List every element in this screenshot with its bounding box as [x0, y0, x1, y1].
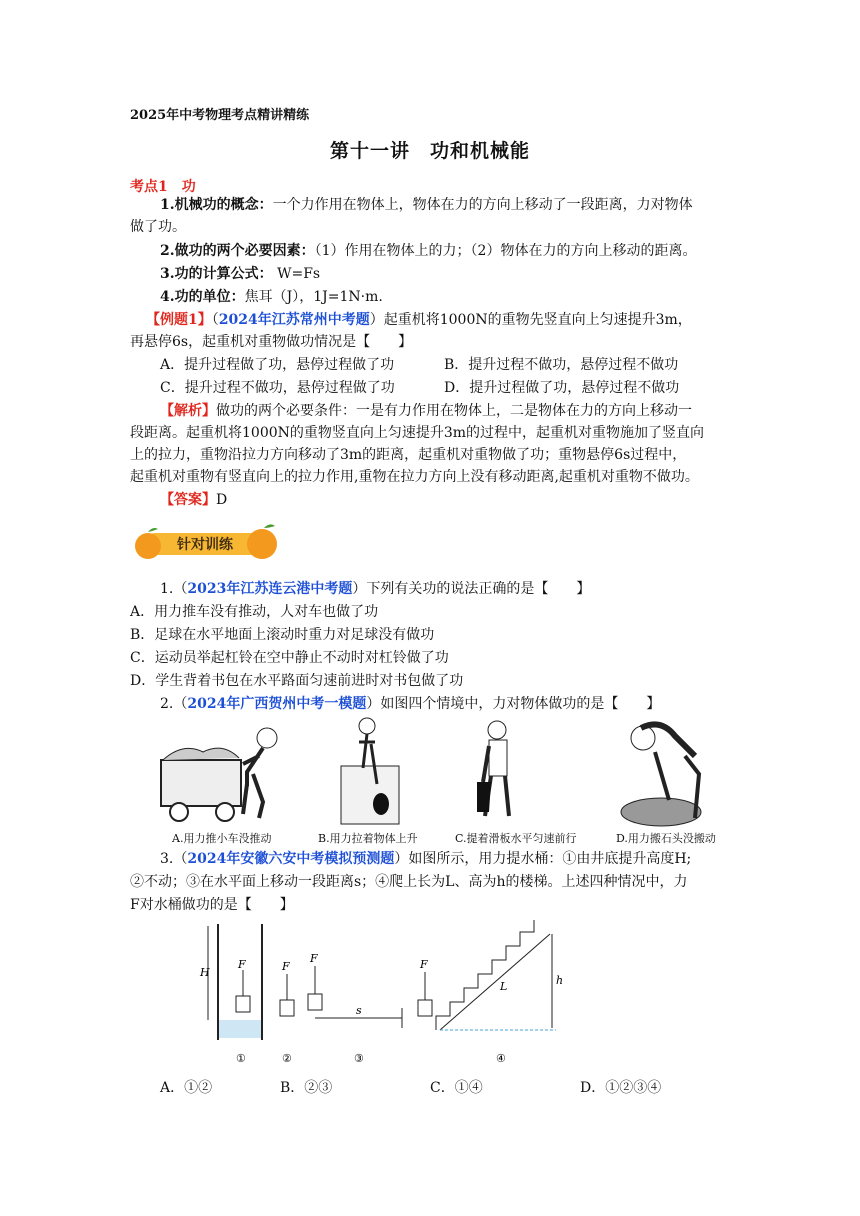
label-F-3: F: [310, 952, 318, 965]
q2-caption-c: C.提着滑板水平匀速前行: [455, 832, 577, 845]
analysis-line-2: 段距离。起重机将1000N的重物竖直向上匀速提升3m的过程中，起重机对重物施加了竖直向: [130, 425, 705, 441]
label-F-2: F: [282, 960, 290, 973]
label-F-1: F: [238, 958, 246, 971]
section-heading: 考点1 功: [130, 179, 196, 195]
concept-2: 2.做功的两个必要因素：（1）作用在物体上的力；（2）物体在力的方向上移动的距离。: [160, 243, 697, 259]
document-header: 2025年中考物理考点精讲精练: [130, 108, 310, 123]
q1-option-b: B．足球在水平地面上滚动时重力对足球没有做功: [130, 627, 435, 643]
q3-option-b: B．②③: [280, 1080, 333, 1096]
q3-figure: [190, 920, 570, 1068]
label-n2: ②: [282, 1052, 292, 1065]
example-option-c: C．提升过程不做功，悬停过程做了功: [160, 380, 395, 396]
label-n3: ③: [354, 1052, 364, 1065]
q3-stem: 3.（2024年安徽六安中考模拟预测题）如图所示，用力提水桶：①由井底提升高度H;: [160, 851, 692, 867]
label-F-4: F: [420, 958, 428, 971]
q1-option-c: C．运动员举起杠铃在空中静止不动时对杠铃做了功: [130, 650, 449, 666]
q1-option-d: D．学生背着书包在水平路面匀速前进时对书包做了功: [130, 673, 464, 689]
q1-option-a: A．用力推车没有推动，人对车也做了功: [130, 604, 379, 620]
concept-1: 1.机械功的概念：一个力作用在物体上，物体在力的方向上移动了一段距离，力对物体: [160, 197, 693, 213]
label-s: s: [356, 1004, 362, 1017]
pull-object-illustration: [341, 718, 399, 824]
skateboard-carry-illustration: [477, 721, 509, 816]
page-title: 第十一讲 功和机械能: [329, 140, 530, 162]
concept-3: 3.功的计算公式： W=Fs: [160, 266, 321, 282]
answer-line: 【答案】D: [160, 492, 228, 508]
label-h: h: [556, 974, 564, 987]
concept-1-cont: 做了功。: [130, 219, 186, 235]
example-stem-cont: 再悬停6s，起重机对重物做功情况是【 】: [130, 334, 413, 350]
q1-stem: 1.（2023年江苏连云港中考题）下列有关功的说法正确的是【 】: [160, 581, 591, 597]
practice-badge: [130, 522, 280, 564]
analysis-line-4: 起重机对重物有竖直向上的拉力作用,重物在拉力方向上没有移动距离,起重机对重物不做功。: [130, 469, 699, 485]
concept-4: 4.功的单位：焦耳（J），1J=1N·m.: [160, 289, 383, 305]
label-n1: ①: [236, 1052, 246, 1065]
label-L: L: [500, 980, 508, 993]
label-H: H: [200, 966, 210, 979]
example-option-d: D．提升过程做了功，悬停过程不做功: [444, 380, 680, 396]
badge-text: 针对训练: [177, 537, 233, 553]
q3-option-a: A．①②: [160, 1080, 213, 1096]
orange-icon: [130, 522, 280, 564]
q2-figure: [155, 716, 735, 828]
example-option-b: B．提升过程不做功，悬停过程不做功: [444, 357, 679, 373]
analysis-line-3: 上的拉力，重物沿拉力方向移动了3m的距离，起重机对重物做了功；重物悬停6s过程中，: [130, 447, 687, 463]
q3-stem-cont-2: F对水桶做功的是【 】: [130, 897, 294, 913]
cart-push-illustration: [161, 728, 277, 821]
q2-caption-b: B.用力拉着物体上升: [318, 832, 418, 845]
q2-stem: 2.（2024年广西贺州中考一模题）如图四个情境中，力对物体做功的是【 】: [160, 696, 661, 712]
label-n4: ④: [496, 1052, 506, 1065]
q3-option-c: C．①④: [430, 1080, 483, 1096]
lift-rock-illustration: [621, 724, 701, 826]
analysis-line-1: 【解析】做功的两个必要条件：一是有力作用在物体上，二是物体在力的方向上移动一: [160, 403, 692, 419]
example-option-a: A．提升过程做了功，悬停过程做了功: [160, 357, 395, 373]
q2-caption-d: D.用力搬石头没搬动: [616, 832, 716, 845]
example-stem: 【例题1】（2024年江苏常州中考题）起重机将1000N的重物先竖直向上匀速提升3m，: [146, 312, 692, 328]
q3-option-d: D．①②③④: [580, 1080, 662, 1096]
q3-stem-cont: ②不动；③在水平面上移动一段距离s；④爬上长为L、高为h的楼梯。上述四种情况中，力: [130, 874, 688, 890]
q2-caption-a: A.用力推小车没推动: [172, 832, 272, 845]
